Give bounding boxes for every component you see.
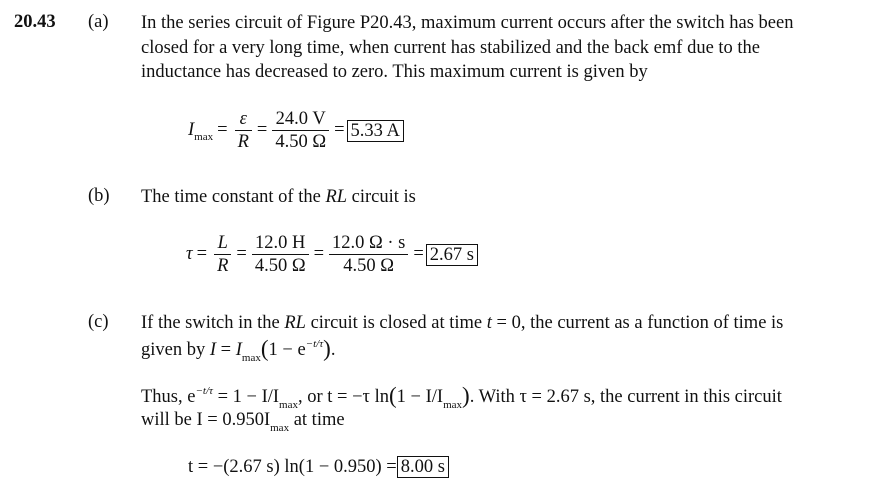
voltage-value: 24.0 V bbox=[272, 108, 329, 131]
part-c-will-line: will be $I = 0.950I_{max}$ at time bbox=[141, 410, 345, 434]
result-box-a: 5.33 A bbox=[347, 120, 404, 142]
resistance-symbol: R bbox=[237, 132, 249, 152]
part-a-line-3: inductance has decreased to zero. This maximum current is given by bbox=[141, 62, 648, 82]
part-c-label: (c) bbox=[88, 312, 109, 332]
result-box-b: 2.67 s bbox=[426, 244, 478, 266]
part-a-line-1: In the series circuit of Figure P20.43, maximum current occurs after the switch has been bbox=[141, 13, 794, 33]
imax-symbol: I bbox=[188, 120, 195, 140]
l-over-r-fraction: $\frac{L}{R}$ bbox=[214, 232, 231, 277]
voltage-over-resistance-fraction bbox=[272, 108, 329, 153]
units-fraction: $\frac{12.0 \Omega \cdot s}{4.50 \Omega}$ bbox=[329, 232, 408, 277]
resistance-value: 4.50 Ω bbox=[275, 132, 327, 152]
problem-number: 20.43 bbox=[14, 12, 56, 32]
emf-symbol: ε bbox=[235, 108, 252, 131]
part-c-line-1: If the switch in the RL circuit is closed at time t = 0, the current as a function of time is bbox=[141, 313, 784, 333]
equation-a: I max = $\frac{\varepsilon}{R}$ = $\frac{24.0 V}{4.50 \Omega}$ = 5.33 A bbox=[188, 108, 404, 153]
part-a-label: (a) bbox=[88, 12, 109, 32]
emf-over-r-fraction bbox=[235, 108, 252, 153]
tau-symbol: τ bbox=[186, 244, 193, 264]
equation-c bbox=[188, 456, 449, 478]
part-b-text: The time constant of the RL circuit is bbox=[141, 187, 416, 207]
part-b-label: (b) bbox=[88, 186, 110, 206]
inductance-over-resistance-fraction: $\frac{12.0 H}{4.50 \Omega}$ bbox=[252, 232, 309, 277]
part-a-line-2: closed for a very long time, when current has stabilized and the back emf due to the bbox=[141, 38, 761, 58]
imax-subscript: max bbox=[194, 130, 214, 143]
part-c-thus-line: Thus, $e^{-t/\tau} = 1 - I/I_{max}$, or t = −τ $\ln(1 - I/I_{max})$. With τ = 2.67 s, the current in this circuit bbox=[141, 383, 782, 411]
part-c-line-2: given by $I = I_{max}(1 - e^{-t/\tau})$. bbox=[141, 336, 336, 364]
equation-b: τ = $\frac{L}{R}$ = $\frac{12.0 H}{4.50 \Omega}$ = $\frac{12.0 \Omega \cdot s}{4.50 \Omega}$ = 2.67 s bbox=[186, 232, 478, 277]
result-box-c: 8.00 s bbox=[397, 456, 449, 478]
final-expression: t = −(2.67 s) ln(1 − 0.950) = bbox=[188, 456, 397, 477]
